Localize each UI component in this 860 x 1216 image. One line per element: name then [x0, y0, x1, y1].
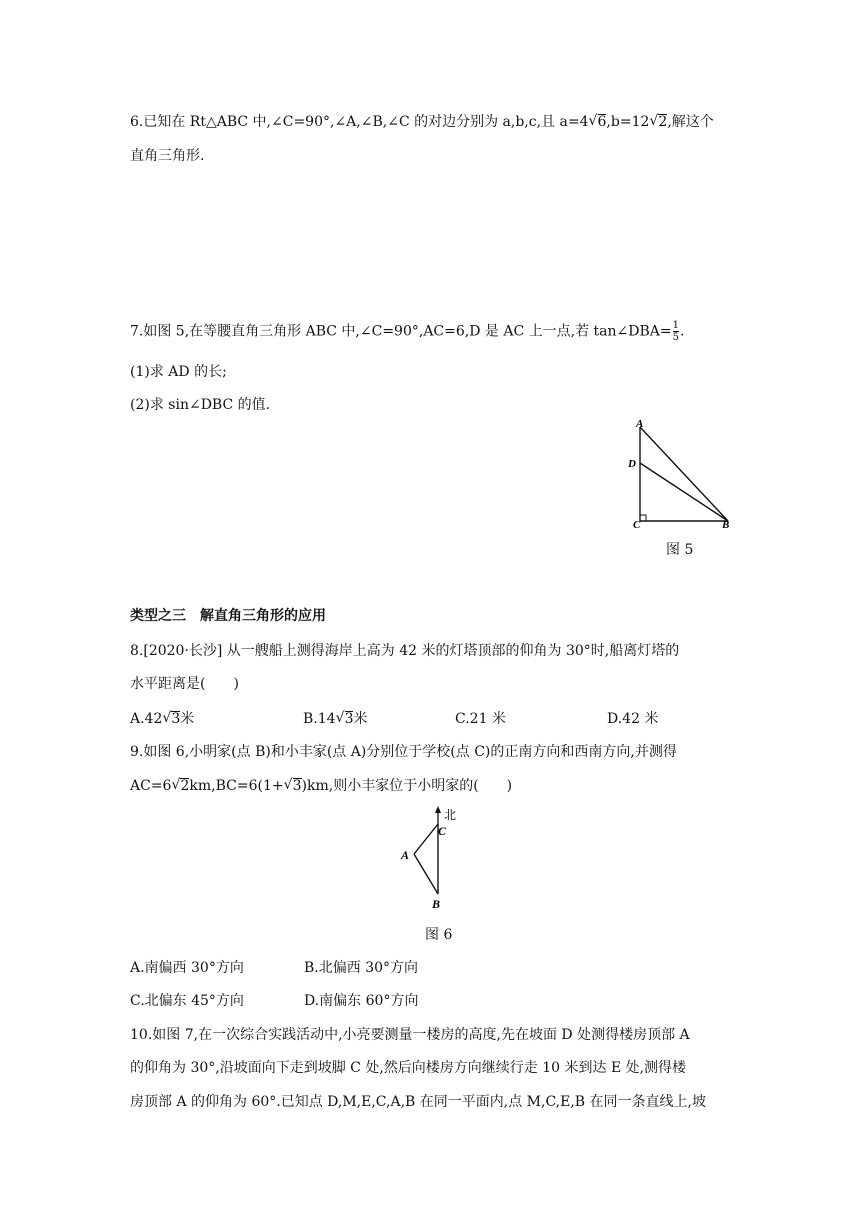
section-title: 类型之三 解直角三角形的应用: [130, 608, 326, 624]
figure-6-caption: 图 6: [425, 927, 453, 943]
label-c: C: [438, 824, 447, 838]
q9-line-2: AC=6√ 2km,BC=6(1+√ 3)km,则小丰家位于小明家的( ): [130, 776, 512, 796]
q9-option-a: A.南偏西 30°方向: [130, 960, 244, 976]
q9-line-1: 9.如图 6,小明家(点 B)和小丰家(点 A)分别位于学校(点 C)的正南方向和西南方向,并测得: [130, 744, 677, 760]
segment-ab: [640, 427, 728, 521]
sqrt-b: √ 2: [649, 112, 667, 132]
q8-option-d: D.42 米: [607, 711, 659, 727]
q6-line-2: 直角三角形.: [130, 148, 205, 164]
label-a: A: [636, 418, 644, 430]
label-b: B: [432, 897, 441, 911]
label-d: D: [628, 458, 636, 470]
label-c: C: [633, 519, 641, 531]
q7-part-2: (2)求 sin∠DBC 的值.: [130, 397, 271, 413]
sqrt-a: √ 6: [589, 112, 607, 132]
q9-option-d: D.南偏东 60°方向: [304, 993, 419, 1009]
q10-line-1: 10.如图 7,在一次综合实践活动中,小亮要测量一楼房的高度,先在坡面 D 处测得楼房顶部 A: [130, 1027, 690, 1043]
q8-line-2: 水平距离是( ): [130, 676, 239, 692]
q8-option-c: C.21 米: [455, 711, 506, 727]
label-b: B: [722, 519, 730, 531]
right-angle-mark: [640, 515, 646, 521]
figure-5: [620, 415, 750, 533]
q6-line-1: 6.已知在 Rt△ABC 中,∠C=90°,∠A,∠B,∠C 的对边分别为 a,b,c,且 a=4√ 6,b=12√ 2,解这个: [130, 112, 714, 132]
q8-option-b: B.14√ 3米: [303, 709, 367, 729]
q9-option-c: C.北偏东 45°方向: [130, 993, 244, 1009]
q10-line-2: 的仰角为 30°,沿坡面向下走到坡脚 C 处,然后向楼房方向继续行走 10 米到达 E 处,测得楼: [130, 1060, 687, 1076]
segment-ac: [414, 824, 438, 854]
figure-5-caption: 图 5: [666, 542, 694, 558]
figure-6: [398, 804, 468, 916]
q8-option-a: A.42√ 3米: [130, 709, 194, 729]
q7-part-1: (1)求 AD 的长;: [130, 364, 227, 380]
segment-ab: [414, 854, 438, 894]
north-arrowhead: [435, 806, 441, 813]
q10-line-3: 房顶部 A 的仰角为 60°.已知点 D,M,E,C,A,B 在同一平面内,点 M,C,E,B 在同一条直线上,坡: [130, 1094, 706, 1110]
label-a: A: [401, 848, 410, 862]
fraction: $\frac{1}{5}$: [672, 320, 679, 343]
label-north: 北: [444, 808, 457, 822]
q9-option-b: B.北偏西 30°方向: [304, 960, 419, 976]
q8-line-1: 8.[2020·长沙] 从一艘船上测得海岸上高为 42 米的灯塔顶部的仰角为 30°时,船离灯塔的: [130, 643, 680, 659]
segment-db: [640, 463, 728, 521]
q7-stem: 7.如图 5,在等腰直角三角形 ABC 中,∠C=90°,AC=6,D 是 AC 上一点,若 tan∠DBA= $\frac{1}{5}$ .: [130, 320, 685, 343]
